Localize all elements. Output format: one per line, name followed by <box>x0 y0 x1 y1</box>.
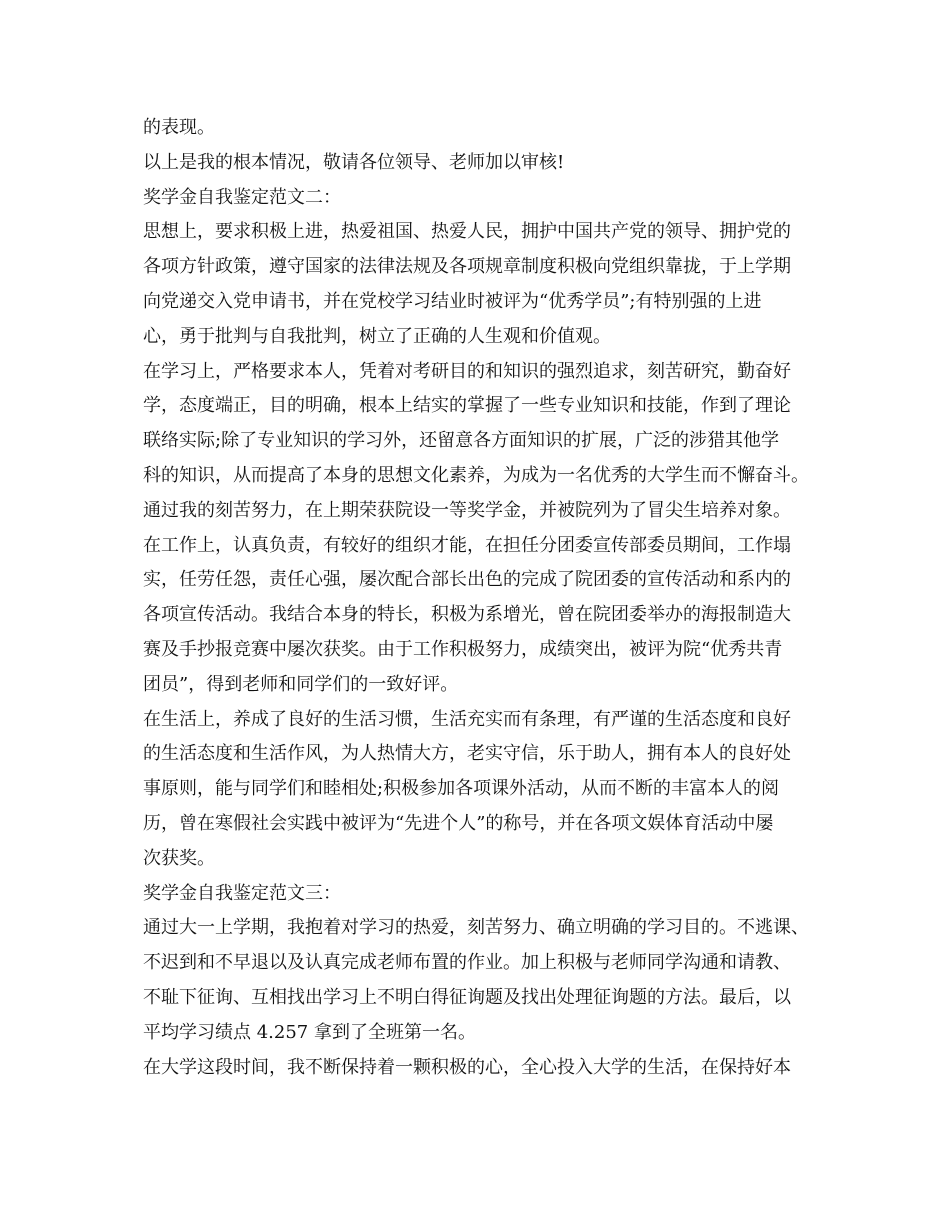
text-line: 学，态度端正，目的明确，根本上结实的掌握了一些专业知识和技能，作到了理论 <box>143 395 791 417</box>
section-heading: 奖学金自我鉴定范文二： <box>143 186 341 208</box>
text-line: 赛及手抄报竞赛中屡次获奖。由于工作积极努力，成绩突出，被评为院“优秀共青 <box>143 638 783 660</box>
text-line: 在大学这段时间，我不断保持着一颗积极的心，全心投入大学的生活，在保持好本 <box>143 1056 791 1078</box>
text-line: 在学习上，严格要求本人，凭着对考研目的和知识的强烈追求，刻苦研究，勤奋好 <box>143 360 791 382</box>
text-line: 在工作上，认真负责，有较好的组织才能，在担任分团委宣传部委员期间，工作塌 <box>143 534 791 556</box>
text-line: 历，曾在寒假社会实践中被评为“先进个人”的称号，并在各项文娱体育活动中屡 <box>143 812 774 834</box>
text-line: 通过我的刻苦努力，在上期荣获院设一等奖学金，并被院列为了冒尖生培养对象。 <box>143 499 791 521</box>
text-line: 平均学习绩点 4.257 拿到了全班第一名。 <box>143 1021 476 1043</box>
text-line: 事原则，能与同学们和睦相处;积极参加各项课外活动，从而不断的丰富本人的阅 <box>143 778 780 800</box>
text-line: 通过大一上学期，我抱着对学习的热爱，刻苦努力、确立明确的学习目的。不逃课、 <box>143 917 809 939</box>
text-line: 心，勇于批判与自我批判，树立了正确的人生观和价值观。 <box>143 325 611 347</box>
text-line: 不迟到和不早退以及认真完成老师布置的作业。加上积极与老师同学沟通和请教、 <box>143 952 791 974</box>
text-line: 实，任劳任怨，责任心强，屡次配合部长出色的完成了院团委的宣传活动和系内的 <box>143 569 791 591</box>
text-line: 思想上，要求积极上进，热爱祖国、热爱人民，拥护中国共产党的领导、拥护党的 <box>143 221 791 243</box>
text-line: 的生活态度和生活作风，为人热情大方，老实守信，乐于助人，拥有本人的良好处 <box>143 743 791 765</box>
text-line: 次获奖。 <box>143 847 215 869</box>
text-line: 向党递交入党申请书，并在党校学习结业时被评为“优秀学员”;有特别强的上进 <box>143 290 762 312</box>
text-line: 联络实际;除了专业知识的学习外，还留意各方面知识的扩展，广泛的涉猎其他学 <box>143 430 780 452</box>
text-line: 团员”，得到老师和同学们的一致好评。 <box>143 673 459 695</box>
text-line: 不耻下征询、互相找出学习上不明白得征询题及找出处理征询题的方法。最后，以 <box>143 986 791 1008</box>
section-heading: 奖学金自我鉴定范文三： <box>143 882 341 904</box>
text-line: 以上是我的根本情况，敬请各位领导、老师加以审核! <box>143 151 565 173</box>
text-line: 科的知识，从而提高了本身的思想文化素养，为成为一名优秀的大学生而不懈奋斗。 <box>143 464 809 486</box>
text-line: 在生活上，养成了良好的生活习惯，生活充实而有条理，有严谨的生活态度和良好 <box>143 708 791 730</box>
text-line: 的表现。 <box>143 117 215 138</box>
document-body <box>143 111 843 1085</box>
text-line: 各项宣传活动。我结合本身的特长，积极为系增光，曾在院团委举办的海报制造大 <box>143 604 791 626</box>
text-line: 各项方针政策，遵守国家的法律法规及各项规章制度积极向党组织靠拢，于上学期 <box>143 256 791 278</box>
